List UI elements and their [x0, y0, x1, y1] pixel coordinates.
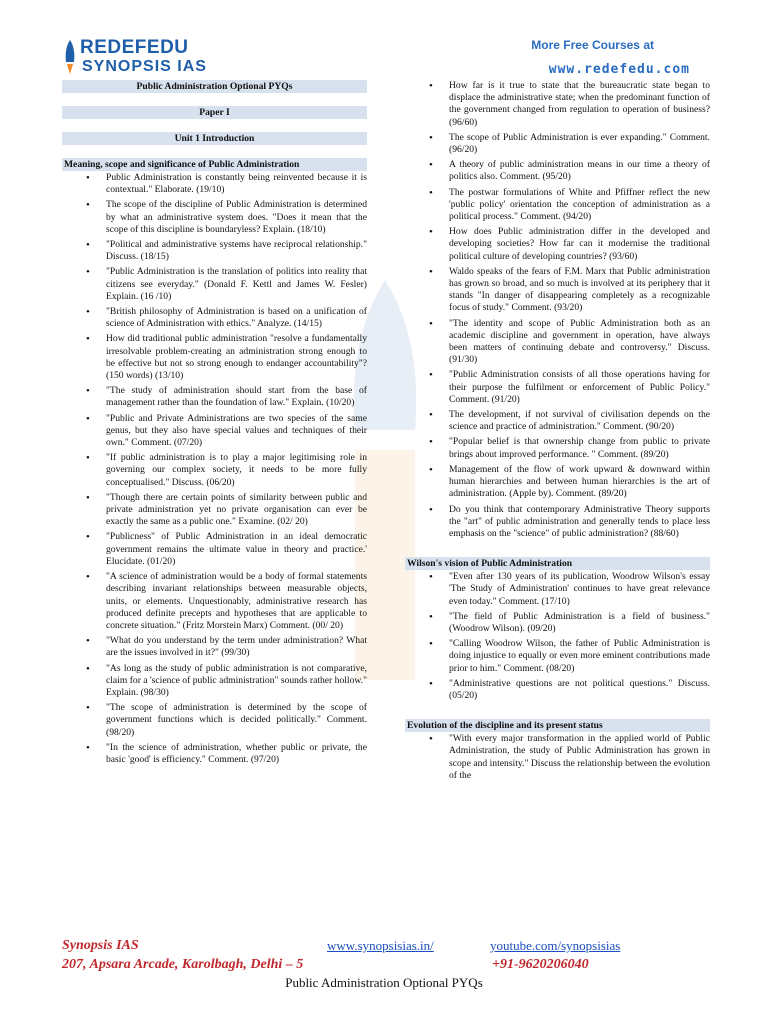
paper-heading: Paper I: [62, 106, 367, 119]
list-item: • "With every major transformation in the applied world of Public Administration, the study of Public Administration has grown in scope and intensity." Discuss the relationship between the evolution of the: [405, 733, 710, 782]
list-item: • "As long as the study of public administration is not comparative, claim for a 'science of public administration" sounds rather hollow." Explain. (98/30): [62, 663, 367, 700]
unit-heading: Unit 1 Introduction: [62, 132, 367, 145]
list-item: • "Public Administration consists of all those operations having for their purpose the fulfilment or enforcement of Public Policy." Comment. (91/20): [405, 369, 710, 406]
page-footer-contact: [62, 938, 712, 976]
left-column: [62, 80, 367, 769]
footer-youtube-link[interactable]: youtube.com/synopsisias: [490, 938, 621, 953]
list-item: • How far is it true to state that the bureaucratic state began to displace the administrative state; when the predominant function of the government changed from regulation to operation of business? (96/60): [405, 80, 710, 129]
question-list-evolution: [405, 733, 710, 782]
list-item: • The scope of Public Administration is ever expanding." Comment. (96/20): [405, 132, 710, 156]
rocket-icon: [64, 40, 76, 74]
site-url-link[interactable]: www.redefedu.com: [548, 62, 690, 77]
document-title: Public Administration Optional PYQs: [62, 80, 367, 93]
list-item: • "Political and administrative systems have reciprocal relationship." Discuss. (18/15): [62, 239, 367, 263]
list-item: • "Though there are certain points of similarity between public and private administration yet no private organisation can ever be exactly the same as a public one." Examine. (02/ 20): [62, 492, 367, 529]
brand-logo[interactable]: [80, 38, 207, 76]
list-item: • "Publicness" of Public Administration in an ideal democratic government remains the ultimate value in theory and practice.' Elucidate. (01/20): [62, 531, 367, 568]
list-item: • "Even after 130 years of its publication, Woodrow Wilson's essay 'The Study of Administration' continues to have great relevance even today." Comment. (17/10): [405, 571, 710, 608]
list-item: • "The scope of administration is determined by the scope of government functions which is decided politically." Comment. (98/20): [62, 702, 367, 739]
list-item: • "If public administration is to play a major legitimising role in governing our complex society, it needs to be more fully conceptualised." Discuss. (06/20): [62, 452, 367, 489]
list-item: • "Public Administration is the translation of politics into reality that citizens see everyday." (Donald F. Kettl and James W. Fesler) Explain. (16 /10): [62, 266, 367, 303]
list-item: • Do you think that contemporary Administrative Theory supports the "art" of public administration and generally tends to place less emphasis on the "science" of public administration? (88/60): [405, 504, 710, 541]
list-item: • The development, if not survival of civilisation depends on the science and practice of administration." Comment. (90/20): [405, 409, 710, 433]
list-item: • How does Public administration differ in the developed and developing societies? How far can it modernise the traditional political culture of developing countries? (93/60): [405, 226, 710, 263]
list-item: • "The study of administration should start from the base of management rather than the foundation of law." Explain. (10/20): [62, 385, 367, 409]
list-item: • How did traditional public administration "resolve a fundamentally irresolvable problem-creating an administration strong enough to be effective but not so strong enough to endanger accountability"? (150 words) (13/10): [62, 333, 367, 382]
brand-name: REDEFEDU: [80, 37, 189, 58]
list-item: • Management of the flow of work upward & downward within human hierarchies and between human hierarchies is the art of administration. (Apple by). Comment. (89/20): [405, 464, 710, 501]
question-list-wilson: [405, 571, 710, 702]
page-footer-title: Public Administration Optional PYQs: [285, 975, 483, 990]
list-item: • "Popular belief is that ownership change from public to private brings about improved performance. " Comment. (89/20): [405, 436, 710, 460]
list-item: • "Public and Private Administrations are two species of the same genus, but they also have special values and techniques of their own." Comment. (07/20): [62, 413, 367, 450]
list-item: • "In the science of administration, whether public or private, the basic 'good' is efficiency." Comment. (97/20): [62, 742, 367, 766]
list-item: • A theory of public administration means in our time a theory of politics also. Comment. (95/20): [405, 159, 710, 183]
list-item: • The postwar formulations of White and Pfiffner reflect the new 'public policy' orientation the conception of administration as a political process." Comment. (94/20): [405, 187, 710, 224]
list-item: • "Administrative questions are not political questions." Discuss. (05/20): [405, 678, 710, 702]
footer-phone: +91-9620206040: [492, 957, 589, 972]
footer-website-link[interactable]: www.synopsisias.in/: [327, 938, 434, 953]
list-item: • The scope of the discipline of Public Administration is determined by what an administrative system does. "Does it mean that the scope of this discipline is boundaryless? Explain. (18/10): [62, 199, 367, 236]
list-item: • Waldo speaks of the fears of F.M. Marx that Public administration has grown so broad, and so much is involved at its periphery that it stands "In danger of disappearing completely as a recognizable focus of study." Comment. (93/20): [405, 266, 710, 315]
question-list-meaning: [62, 172, 367, 766]
footer-brand: Synopsis IAS: [62, 938, 139, 953]
list-item: • "A science of administration would be a body of formal statements describing invariant relationships between measurable objects, units, or elements. Unquestionably, administrative research has produced definite precepts and hypotheses that are applicable to concrete situation." (Fritz Morstein Marx) Comment. (00/ 20): [62, 571, 367, 632]
list-item: • "The field of Public Administration is a field of business." (Woodrow Wilson). (09/20): [405, 611, 710, 635]
list-item: • "British philosophy of Administration is based on a unification of science of Administration with ethics." Analyze. (14/15): [62, 306, 367, 330]
more-courses-text: More Free Courses at: [531, 38, 654, 52]
list-item: • "The identity and scope of Public Administration both as an academic discipline and government in operation, have always been matters of continuing debate and controversy." Discuss. (91/30): [405, 318, 710, 367]
section-heading-wilson: Wilson's vision of Public Administration: [405, 557, 710, 570]
question-list-meaning-continued: [405, 80, 710, 540]
right-column: [405, 80, 710, 785]
section-heading-evolution: Evolution of the discipline and its present status: [405, 719, 710, 732]
section-heading-meaning: Meaning, scope and significance of Public Administration: [62, 158, 367, 171]
brand-subname: SYNOPSIS IAS: [82, 58, 207, 75]
list-item: • "What do you understand by the term under administration? What are the issues involved in it?" (99/30): [62, 635, 367, 659]
list-item: • "Calling Woodrow Wilson, the father of Public Administration is doing injustice to equally or even more eminent contributions made prior to him." Comment. (08/20): [405, 638, 710, 675]
footer-address: 207, Apsara Arcade, Karolbagh, Delhi – 5: [62, 957, 304, 972]
list-item: • Public Administration is constantly being reinvented because it is contextual." Elaborate. (19/10): [62, 172, 367, 196]
